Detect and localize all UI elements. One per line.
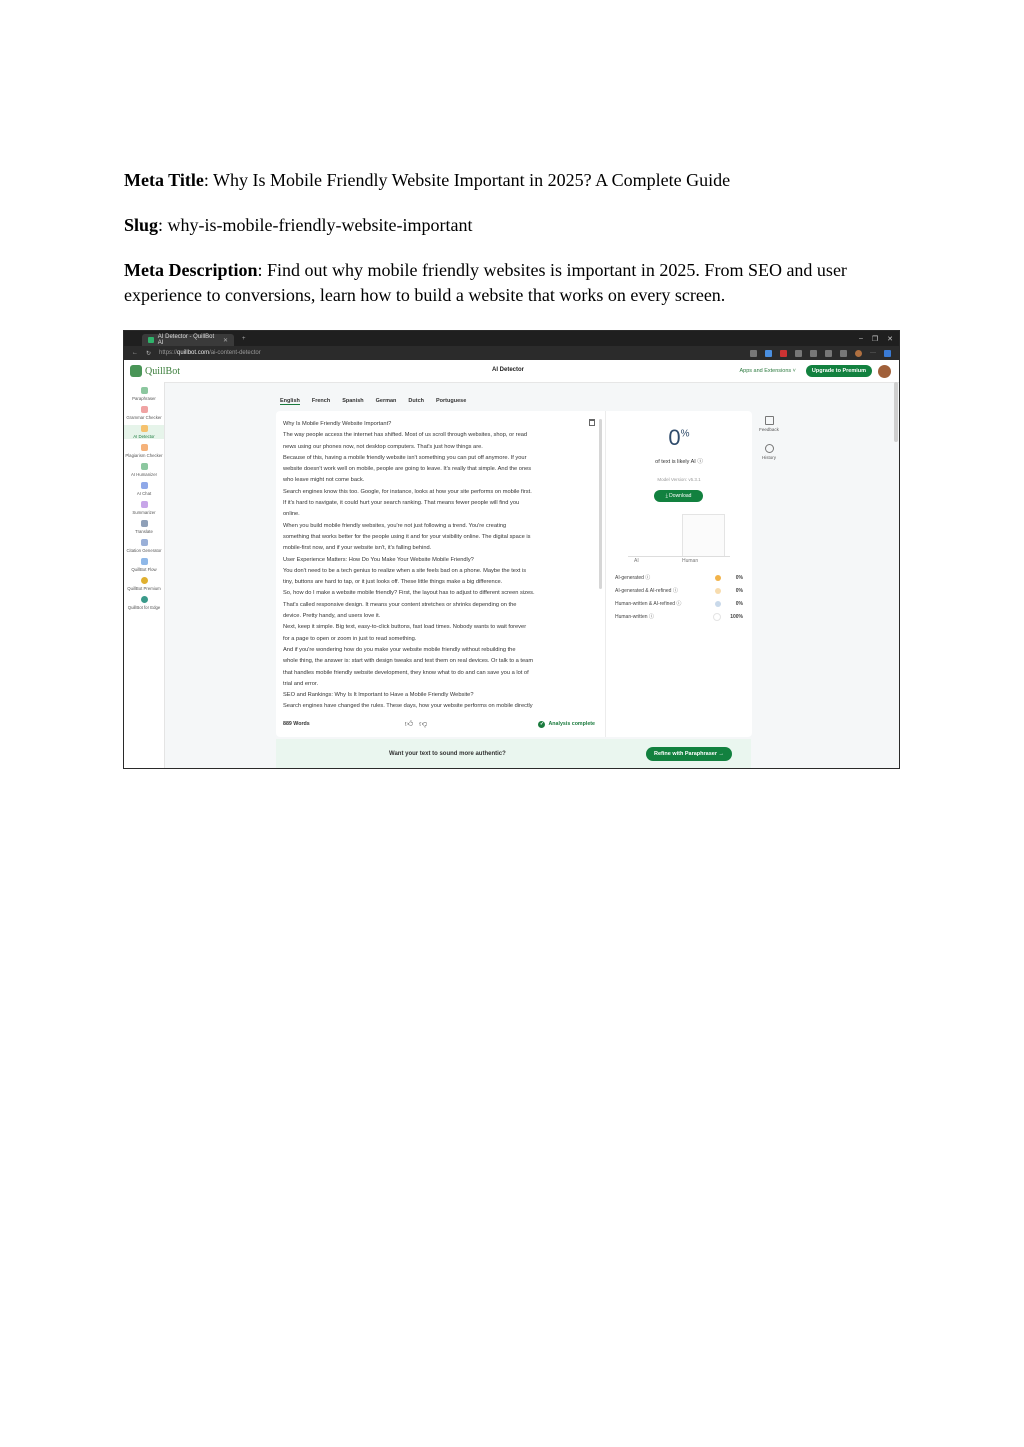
upgrade-button[interactable]: Upgrade to Premium (806, 365, 872, 377)
favicon-icon (148, 337, 154, 343)
sidebar-item-quillbot-for-edge[interactable]: QuillBot for Edge (124, 596, 164, 610)
sidebar-item-summarizer[interactable]: Summarizer (124, 501, 164, 515)
editor-line: And if you're wondering how do you make your website mobile friendly without rebuilding the (283, 646, 516, 653)
bar-label-ai: AI (634, 558, 639, 564)
close-window-icon[interactable]: ✕ (887, 335, 893, 343)
editor-footer (283, 719, 595, 729)
editor-line: The way people access the internet has shifted. Most of us scroll through websites, shop, or read (283, 432, 528, 439)
sidebar-item-ai-chat[interactable]: AI Chat (124, 482, 164, 496)
right-tools (756, 416, 782, 472)
trash-icon[interactable] (589, 419, 595, 426)
word-count: 889 Words (283, 721, 310, 727)
editor-line: Search engines have changed the rules. These days, how your website performs on mobile directly (283, 703, 533, 710)
chat-icon (141, 482, 148, 489)
sidebar (124, 382, 165, 768)
legend-dot (713, 613, 721, 621)
result-legend (615, 571, 743, 623)
extension-icon[interactable] (780, 350, 787, 357)
back-icon[interactable]: ← (132, 350, 138, 356)
human-bar (682, 514, 725, 557)
new-tab-icon[interactable]: + (242, 335, 246, 342)
restore-icon[interactable]: ❐ (871, 335, 879, 343)
apps-extensions-link[interactable]: Apps and Extensions ˅ (739, 368, 796, 374)
editor-line: news using our phones now, not desktop computers. That's just how things are. (283, 443, 483, 450)
history-icon (765, 444, 774, 453)
editor-line: trial and error. (283, 680, 319, 687)
legend-dot (715, 588, 721, 594)
extension-icon[interactable] (795, 350, 802, 357)
sidebar-item-quillbot-flow[interactable]: QuillBot Flow (124, 558, 164, 572)
language-tabs (280, 398, 466, 405)
editor-line: Because of this, having a mobile friendly website isn't something you can put off anymore. If your (283, 454, 527, 461)
sidebar-item-quillbot-premium[interactable]: QuillBot Premium (124, 577, 164, 591)
editor-line: for a page to open or zoom in just to read something. (283, 635, 417, 642)
download-button[interactable]: ⤓ Download (654, 490, 703, 502)
tab-english[interactable]: English (280, 398, 300, 404)
tab-spanish[interactable]: Spanish (342, 398, 364, 404)
minimize-icon[interactable]: – (858, 334, 863, 342)
plagiarism-icon (141, 444, 148, 451)
sidebar-item-grammar-checker[interactable]: Grammar Checker (124, 406, 164, 420)
editor-text[interactable] (283, 419, 583, 713)
split-view-icon[interactable] (810, 350, 817, 357)
slug (124, 213, 900, 238)
legend-row: Human-written & AI-refined ⓘ 0% (615, 600, 743, 607)
ai-percentage: 0% (668, 425, 690, 450)
editor-line: User Experience Matters: How Do You Make Your Website Mobile Friendly? (283, 556, 474, 563)
analysis-status: ✓ Analysis complete (539, 720, 595, 727)
sidebar-item-translate[interactable]: Translate (124, 520, 164, 534)
browser-toolbar-icons (750, 350, 891, 357)
cta-question: Want your text to sound more authentic? (389, 751, 506, 757)
address-bar (124, 346, 899, 360)
page-scrollbar[interactable] (894, 382, 898, 442)
check-icon: ✓ (539, 720, 545, 727)
tab-german[interactable]: German (375, 398, 397, 404)
editor-line: That's called responsive design. It means your content stretches or shrinks depending on the (283, 601, 517, 608)
favorite-star-icon[interactable] (765, 350, 772, 357)
editor-line: whole thing, the answer is: start with design tweaks and test them on real devices. Or talk to a team (283, 658, 534, 665)
avatar[interactable] (878, 365, 891, 378)
paraphraser-cta (276, 739, 751, 769)
collections-icon[interactable] (840, 350, 847, 357)
sidebar-item-ai-detector[interactable]: AI Detector (124, 425, 164, 439)
meta-description-label: Meta Description (124, 260, 258, 280)
slug-label: Slug (124, 215, 159, 235)
editor-line: So, how do I make a website mobile friendly? First, the layout has to adjust to different screen sizes. (283, 590, 535, 597)
likely-ai-label: of text is likely AI ⓘ (655, 459, 703, 465)
editor-scrollbar[interactable] (599, 419, 602, 589)
text-editor[interactable] (276, 411, 605, 737)
editor-line: website doesn't work well on mobile, people are going to leave. It's really that simple. And the ones (283, 466, 532, 473)
refine-button[interactable]: Refine with Paraphraser → (646, 747, 732, 761)
paraphraser-icon (141, 387, 148, 394)
browser-tab-bar (124, 331, 899, 346)
result-panel (605, 411, 752, 737)
editor-line: SEO and Rankings: Why Is It Important to Have a Mobile Friendly Website? (283, 692, 474, 699)
quillbot-logo-icon (130, 365, 142, 377)
flow-icon (141, 558, 148, 565)
thumbs-up-icon[interactable]: 👍︎ (404, 719, 414, 728)
tab-title: AI Detector - QuillBot AI (157, 334, 215, 346)
editor-line: online. (283, 511, 300, 518)
legend-dot (715, 601, 721, 607)
tab-portuguese[interactable]: Portuguese (436, 398, 467, 404)
meta-title-value: : Why Is Mobile Friendly Website Important in 2025? A Complete Guide (203, 170, 731, 190)
legend-row: AI-generated & AI-refined ⓘ 0% (615, 587, 743, 594)
model-version: Model Version: v5.3.1 (657, 477, 701, 482)
app-topbar (124, 360, 899, 383)
feedback-thumbs (405, 719, 428, 729)
sidebar-item-citation-generator[interactable]: Citation Generator (124, 539, 164, 553)
quillbot-app (124, 360, 899, 768)
copilot-icon[interactable] (884, 350, 891, 357)
humanizer-icon (141, 463, 148, 470)
page-title: AI Detector (492, 367, 525, 373)
browser-tab[interactable] (142, 334, 234, 346)
reader-icon[interactable] (750, 350, 757, 357)
editor-line: Next, keep it simple. Big text, easy-to-click buttons, fast load times. Nobody wants to wait forever (283, 624, 527, 631)
grammar-icon (141, 406, 148, 413)
meta-description-value: : Find out why mobile friendly websites is important in 2025. From SEO and user experience to conversions, learn how to build a website that works on every screen. (124, 260, 847, 305)
editor-line: device. Pretty handy, and users love it. (283, 613, 381, 620)
legend-dot (715, 575, 721, 581)
sidebar-item-paraphraser[interactable]: Paraphraser (124, 387, 164, 401)
premium-icon (141, 577, 148, 584)
editor-line: When you build mobile friendly websites, you're not just following a trend. You're creating (283, 522, 507, 529)
logo-text: QuillBot (145, 365, 181, 377)
editor-line: You don't need to be a tech genius to realize when a site feels bad on a phone. Maybe the text is (283, 567, 527, 574)
edge-icon (141, 596, 148, 603)
sidebar-item-ai-humanizer[interactable]: AI Humanizer (124, 463, 164, 477)
summarizer-icon (141, 501, 148, 508)
more-icon[interactable]: ··· (870, 349, 876, 356)
sidebar-item-plagiarism-checker[interactable]: Plagiarism Checker (124, 444, 164, 458)
bar-label-human: Human (682, 558, 699, 564)
editor-line: that handles mobile friendly website development, they know what to do and can save you a lot of (283, 669, 529, 676)
screenshot (123, 330, 900, 769)
editor-line: who leave might not come back. (283, 477, 365, 484)
window-controls (859, 335, 893, 343)
editor-line: tiny, buttons are hard to tap, or it just looks off. These little things make a big difference. (283, 579, 503, 586)
meta-title (124, 168, 900, 193)
editor-line: mobile-first now, and if your website isn't, it's falling behind. (283, 545, 432, 552)
close-tab-icon[interactable]: ✕ (222, 337, 228, 344)
translate-icon (141, 520, 148, 527)
quillbot-logo[interactable] (130, 365, 180, 377)
url-field[interactable]: https://quillbot.com/ai-content-detector (159, 350, 261, 356)
profile-icon[interactable] (855, 350, 862, 357)
document-header (124, 168, 900, 328)
reload-icon[interactable]: ↻ (146, 350, 152, 357)
meta-title-label: Meta Title (124, 170, 204, 190)
editor-line: Why Is Mobile Friendly Website Important? (283, 421, 392, 427)
citation-icon (141, 539, 148, 546)
tab-dutch[interactable]: Dutch (408, 398, 425, 404)
editor-line: something that works better for the people using it and for your visibility online. The digital space is (283, 533, 531, 540)
editor-line: Search engines know this too. Google, for instance, looks at how your site performs on mobile first. (283, 488, 532, 495)
ai-detector-icon (141, 425, 148, 432)
slug-value: : why-is-mobile-friendly-website-important (158, 215, 473, 235)
tab-french[interactable]: French (311, 398, 331, 404)
feedback-button[interactable]: Feedback (756, 416, 782, 432)
favorites-icon[interactable] (825, 350, 832, 357)
thumbs-down-icon[interactable]: 👎︎ (419, 719, 428, 728)
bar-axis (628, 556, 730, 557)
feedback-icon (765, 416, 774, 425)
legend-row: Human-written ⓘ 100% (615, 613, 743, 620)
legend-row: AI-generated ⓘ 0% (615, 574, 743, 581)
editor-line: If it's hard to navigate, it could hurt your search ranking. That means fewer people will find you (283, 500, 520, 507)
meta-description (124, 258, 900, 308)
history-button[interactable]: History (756, 444, 782, 460)
